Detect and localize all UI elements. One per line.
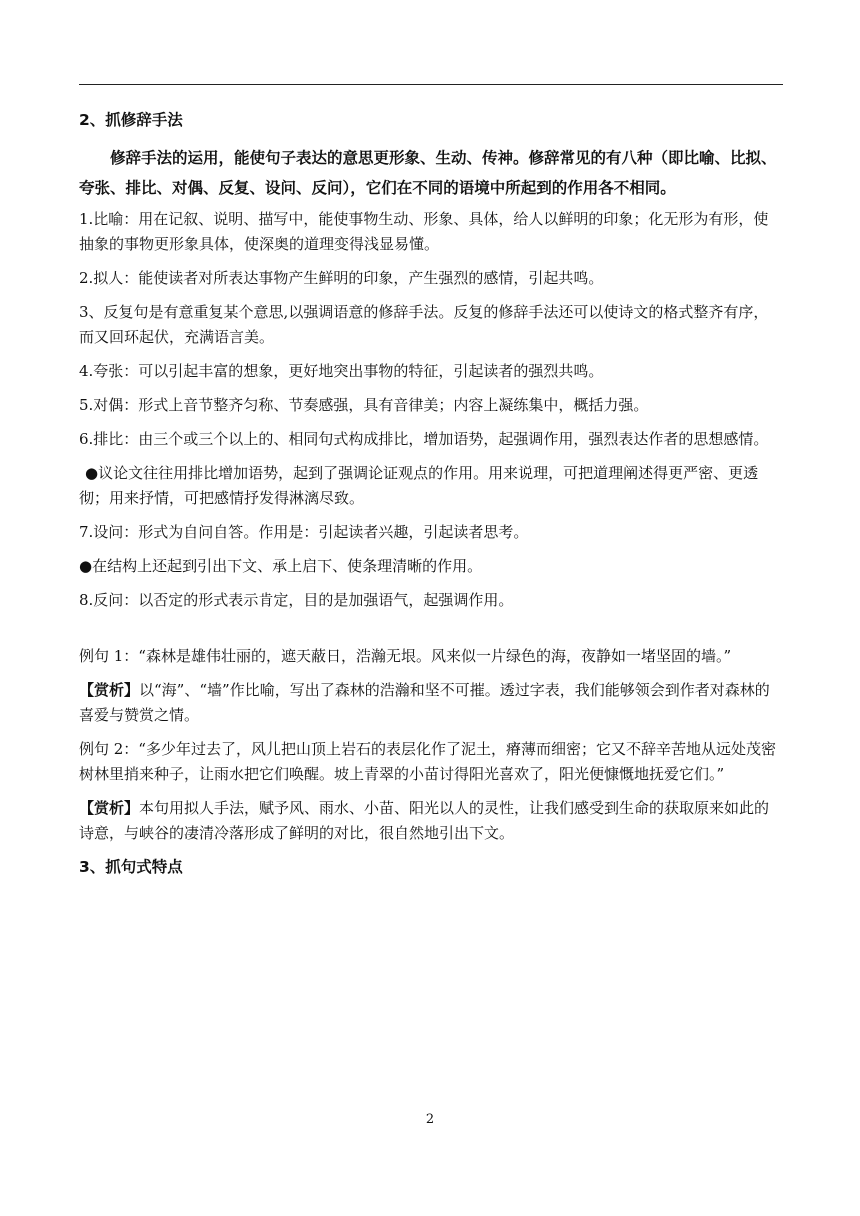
list-item: 2.拟人：能使读者对所表达事物产生鲜明的印象，产生强烈的感情，引起共鸣。 xyxy=(79,269,604,287)
example-sentence: 例句 2：“多少年过去了，风儿把山顶上岩石的表层化作了泥土，瘠薄而细密；它又不辞辛苦地从远处茂密树林里捎来种子，让雨水把它们唤醒。坡上青翠的小苗讨得阳光喜欢了，阳光便慷慨地抚爱它们。” xyxy=(79,740,776,783)
section-heading: 2、抓修辞手法 xyxy=(79,111,183,129)
list-item: 5.对偶：形式上音节整齐匀称、节奏感强，具有音律美；内容上凝练集中，概括力强。 xyxy=(79,396,649,414)
section-heading: 3、抓句式特点 xyxy=(79,858,183,876)
example-sentence: 例句 1：“森林是雄伟壮丽的，遮天蔽日，浩瀚无垠。风来似一片绿色的海，夜静如一堵坚固的墙。” xyxy=(79,647,732,665)
header-rule xyxy=(79,84,783,85)
spacer xyxy=(79,622,783,644)
page-number: 2 xyxy=(425,1112,435,1127)
analysis-text: 以“海”、“墙”作比喻，写出了森林的浩瀚和坚不可摧。透过字表，我们能够领会到作者对森林的喜爱与赞赏之情。 xyxy=(79,681,770,724)
page-body xyxy=(79,108,783,890)
bullet-note: ●在结构上还起到引出下文、承上启下、使条理清晰的作用。 xyxy=(79,557,483,575)
bullet-note: ●议论文往往用排比增加语势，起到了强调论证观点的作用。用来说理，可把道理阐述得更严密、更透彻；用来抒情，可把感情抒发得淋漓尽致。 xyxy=(79,464,759,507)
list-item: 8.反问：以否定的形式表示肯定，目的是加强语气，起强调作用。 xyxy=(79,591,514,609)
analysis-paragraph xyxy=(79,796,783,846)
list-item: 6.排比：由三个或三个以上的、相同句式构成排比，增加语势，起强调作用，强烈表达作者的思想感情。 xyxy=(79,430,769,448)
analysis-paragraph xyxy=(79,678,783,728)
list-item: 1.比喻：用在记叙、说明、描写中，能使事物生动、形象、具体，给人以鲜明的印象；化无形为有形，使抽象的事物更形象具体，使深奥的道理变得浅显易懂。 xyxy=(79,210,769,253)
analysis-text: 本句用拟人手法，赋予风、雨水、小苗、阳光以人的灵性，让我们感受到生命的获取原来如此的诗意，与峡谷的凄清冷落形成了鲜明的对比，很自然地引出下文。 xyxy=(79,799,770,842)
section-intro: 修辞手法的运用，能使句子表达的意思更形象、生动、传神。修辞常见的有八种（即比喻、比拟、夸张、排比、对偶、反复、设问、反问），它们在不同的语境中所起到的作用各不相同。 xyxy=(79,149,777,197)
list-item: 3、反复句是有意重复某个意思,以强调语意的修辞手法。反复的修辞手法还可以使诗文的格式整齐有序，而又回环起伏，充满语言美。 xyxy=(79,303,769,346)
list-item: 7.设问：形式为自问自答。作用是：引起读者兴趣，引起读者思考。 xyxy=(79,523,529,541)
analysis-tag: 【赏析】 xyxy=(79,681,140,699)
list-item: 4.夸张：可以引起丰富的想象，更好地突出事物的特征，引起读者的强烈共鸣。 xyxy=(79,362,604,380)
analysis-tag: 【赏析】 xyxy=(79,799,140,817)
